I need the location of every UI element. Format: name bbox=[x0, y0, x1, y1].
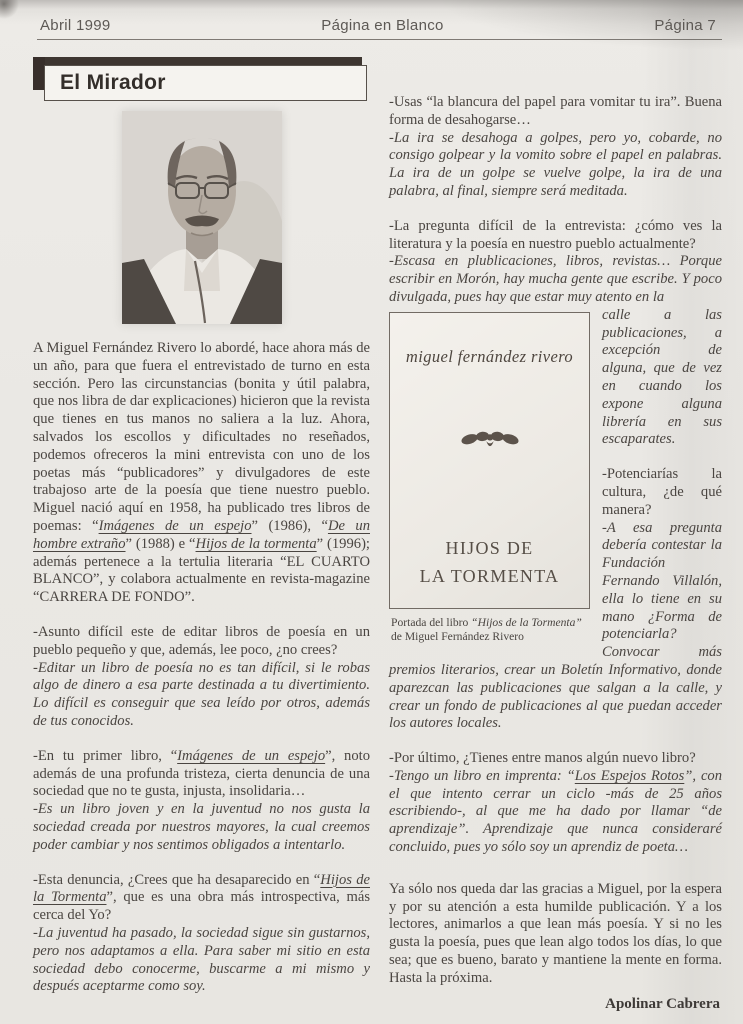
question-paragraph: -Esta denuncia, ¿Crees que ha desaparecido en “Hijos de la Tormenta”, que es una obra más introspectiva, más cerca del Yo? bbox=[33, 871, 370, 924]
book-cover-title: HIJOS DE LA TORMENTA bbox=[419, 537, 560, 586]
book-cover-author: miguel fernández rivero bbox=[405, 346, 574, 366]
issue-date: Abril 1999 bbox=[40, 17, 111, 34]
question-paragraph: -Usas “la blancura del papel para vomitar tu ira”. Buena forma de desahogarse… bbox=[389, 94, 722, 128]
floral-ornament-icon bbox=[390, 429, 589, 460]
book-cover-figure bbox=[389, 312, 590, 645]
answer-paragraph: -Editar un libro de poesía no es tan difícil, si le robas algo de dinero a esa parte destinada a tu divertimiento. Lo difícil es conseguir que sea leído por otros, además de tus conocidos. bbox=[33, 659, 370, 729]
closing-paragraph: Ya sólo nos queda dar las gracias a Miguel, por la espera y por su atención a esta humilde publicación. Y a los lectores, animarlos a que lean más poesía. Y si no les gusta la poesía, pues que lean algo todos los días, lo que sea; que es bueno, barato y mantiene la mente en forma. Hasta la próxima. bbox=[389, 880, 722, 986]
article-body bbox=[0, 40, 743, 1013]
book-cover bbox=[389, 312, 590, 609]
question-paragraph: -En tu primer libro, “Imágenes de un espejo”, noto además de una profunda tristeza, cierta denuncia de una sociedad que no te gusta, injusta, insolidaria… bbox=[33, 747, 370, 800]
right-column bbox=[389, 55, 722, 1013]
portrait-photo bbox=[122, 111, 282, 324]
answer-paragraph: -La juventud ha pasado, la sociedad sigue sin gustarnos, pero nos adaptamos a ella. Para saber mi sitio en esta sociedad debo conocerme, buscarme a mi mismo y después aceptarme como soy. bbox=[33, 924, 370, 995]
page-number: Página 7 bbox=[654, 17, 716, 34]
signature: Apolinar Cabrera bbox=[605, 995, 720, 1012]
answer-paragraph: -La ira se desahoga a golpes, pero yo, cobarde, no consigo golpear y la vomito sobre el papel en palabras. La ira de un golpe se vuelve golpe, la ira de una palabra, al final, siempre será meditada. bbox=[389, 129, 722, 199]
question-paragraph: -Asunto difícil este de editar libros de poesía en un pueblo pequeño y que, además, lee poco, ¿no crees? bbox=[33, 623, 370, 658]
answer-paragraph: -Tengo un libro en imprenta: “Los Espejos Rotos”, con el que intento cerrar un ciclo -más de 25 años escribiendo-, al que me ha dado por llamar “de aprendizaje”. Aprendizaje que nunca consideraré concluido, pues yo sólo soy un aprendiz de poeta… bbox=[389, 767, 723, 856]
question-paragraph: -Por último, ¿Tienes entre manos algún nuevo libro? bbox=[389, 750, 696, 767]
section-title: El Mirador bbox=[44, 65, 367, 101]
intro-paragraph: A Miguel Fernández Rivero lo abordé, hace ahora más de un año, para que fuera el entrevistado de turno en esta sección. Pero las circunstancias (bonita y útil palabra, que nos libra de dar explicaciones) hicieron que la revista que tienes en tus manos no saliera a la luz. Ahora, salvados los escollos y dificultades no reseñados, podemos ofreceros la mini entrevista con uno de los poetas más “publicadores” y divulgadores de este trabajoso arte de la poesía que tiene nuestro pueblo. Miguel nació aquí en 1958, ha publicado tres libros de poemas: “Imágenes de un espejo” (1986), “De un hombre extraño” (1988) e “Hijos de la tormenta” (1996); además pertenece a la tertulia literaria “EL CUARTO BLANCO”, y colabora actualmente en revista-magazine “CARRERA DE FONDO”. bbox=[33, 340, 370, 606]
publication-title: Página en Blanco bbox=[321, 17, 444, 34]
question-paragraph: -La pregunta difícil de la entrevista: ¿cómo ves la literatura y la poesía en nuestro pueblo actualmente? bbox=[389, 217, 722, 252]
question-paragraph: -Potenciarías la cultura, ¿de qué manera? bbox=[602, 466, 722, 518]
answer-paragraph: -Escasa en plublicaciones, libros, revistas… Porque escribir en Morón, hay mucha gente que escribe. Y poco divulgada, pues hay que estar muy atento en la bbox=[389, 253, 722, 305]
answer-paragraph: -A esa pregunta debería contestar la Fundación Fernando Villalón, ella lo tiene en su mano ¿Forma de potenciarla? Convocar más premios literarios, crear un Boletín Informativo, donde aparezcan las publicaciones que salgan a la calle, y crear un fondo de publicaciones al que puedan acceder los autores locales. bbox=[389, 519, 722, 732]
page-header bbox=[0, 0, 743, 34]
section-title-box bbox=[33, 55, 367, 101]
answer-paragraph-continued: calle a las publicaciones, a excepción de alguna, que de vez en cuando los expone alguna librería en sus escaparates. bbox=[602, 306, 722, 448]
answer-paragraph: -Es un libro joven y en la juventud no nos gusta la sociedad creada por nuestros mayores, la cual creemos poder cambiar y nos sentimos obligados a intentarlo. bbox=[33, 801, 370, 853]
book-caption: Portada del libro “Hijos de la Tormenta” de Miguel Fernández Rivero bbox=[391, 615, 582, 644]
left-column bbox=[33, 55, 370, 996]
